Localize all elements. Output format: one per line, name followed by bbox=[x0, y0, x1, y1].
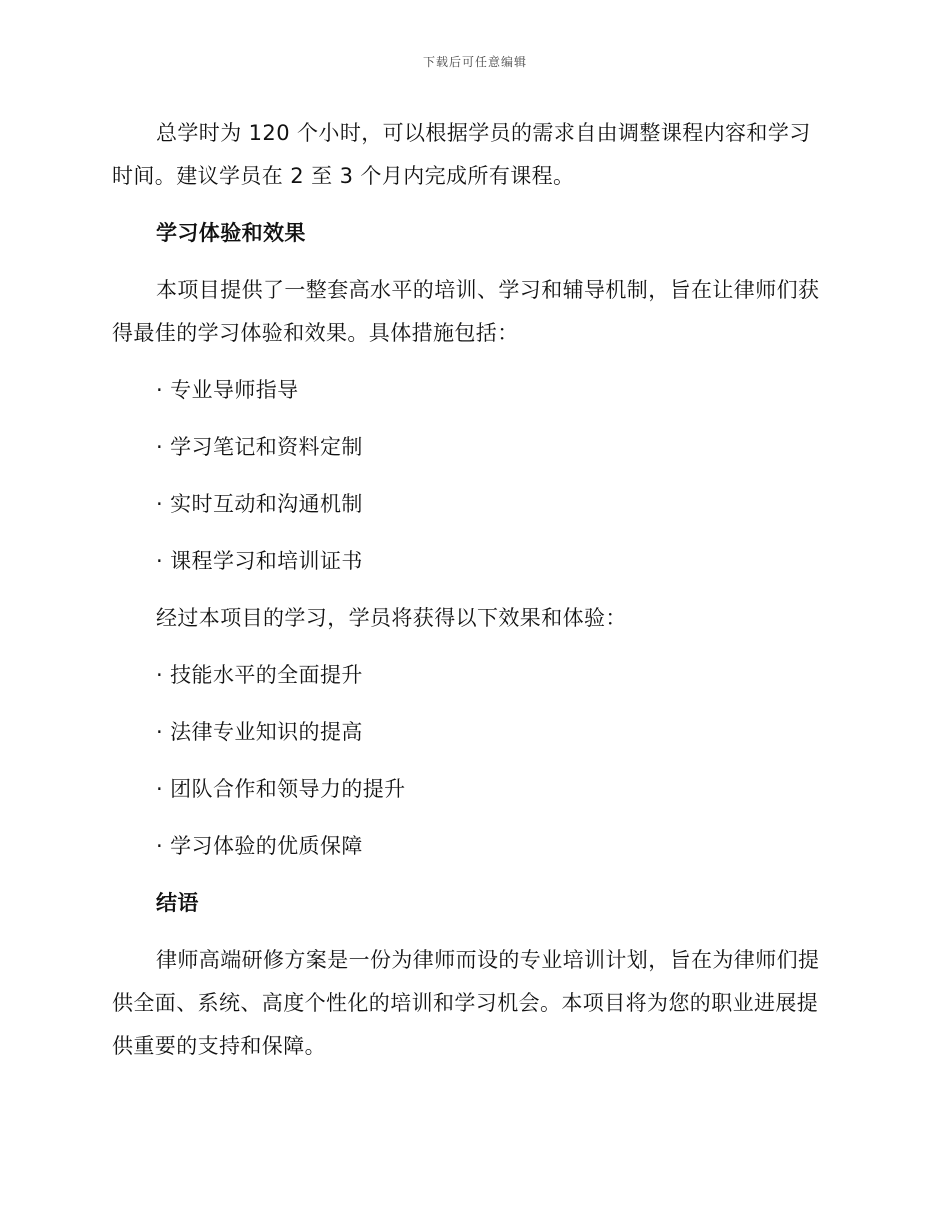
list-item: · 法律专业知识的提高 bbox=[156, 720, 363, 744]
list-item: · 课程学习和培训证书 bbox=[156, 549, 363, 573]
list-item: · 技能水平的全面提升 bbox=[156, 663, 363, 687]
document-body bbox=[112, 112, 832, 1082]
section-heading-conclusion: 结语 bbox=[156, 891, 199, 915]
list-item: · 学习笔记和资料定制 bbox=[156, 435, 363, 459]
section-heading-experience: 学习体验和效果 bbox=[156, 221, 306, 245]
header-note: 下载后可任意编辑 bbox=[422, 55, 527, 69]
list-item: · 实时互动和沟通机制 bbox=[156, 492, 363, 516]
list-item: · 团队合作和领导力的提升 bbox=[156, 777, 406, 801]
paragraph-effects-intro: 经过本项目的学习，学员将获得以下效果和体验： bbox=[156, 606, 627, 630]
paragraph-duration: 总学时为 120 个小时，可以根据学员的需求自由调整课程内容和学习时间。建议学员在 2 至 3 个月内完成所有课程。 bbox=[112, 121, 811, 188]
list-item: · 专业导师指导 bbox=[156, 378, 299, 402]
list-item: · 学习体验的优质保障 bbox=[156, 834, 363, 858]
paragraph-experience-intro: 本项目提供了一整套高水平的培训、学习和辅导机制，旨在让律师们获得最佳的学习体验和效果。具体措施包括： bbox=[112, 278, 820, 345]
paragraph-conclusion: 律师高端研修方案是一份为律师而设的专业培训计划，旨在为律师们提供全面、系统、高度个性化的培训和学习机会。本项目将为您的职业进展提供重要的支持和保障。 bbox=[112, 948, 820, 1058]
